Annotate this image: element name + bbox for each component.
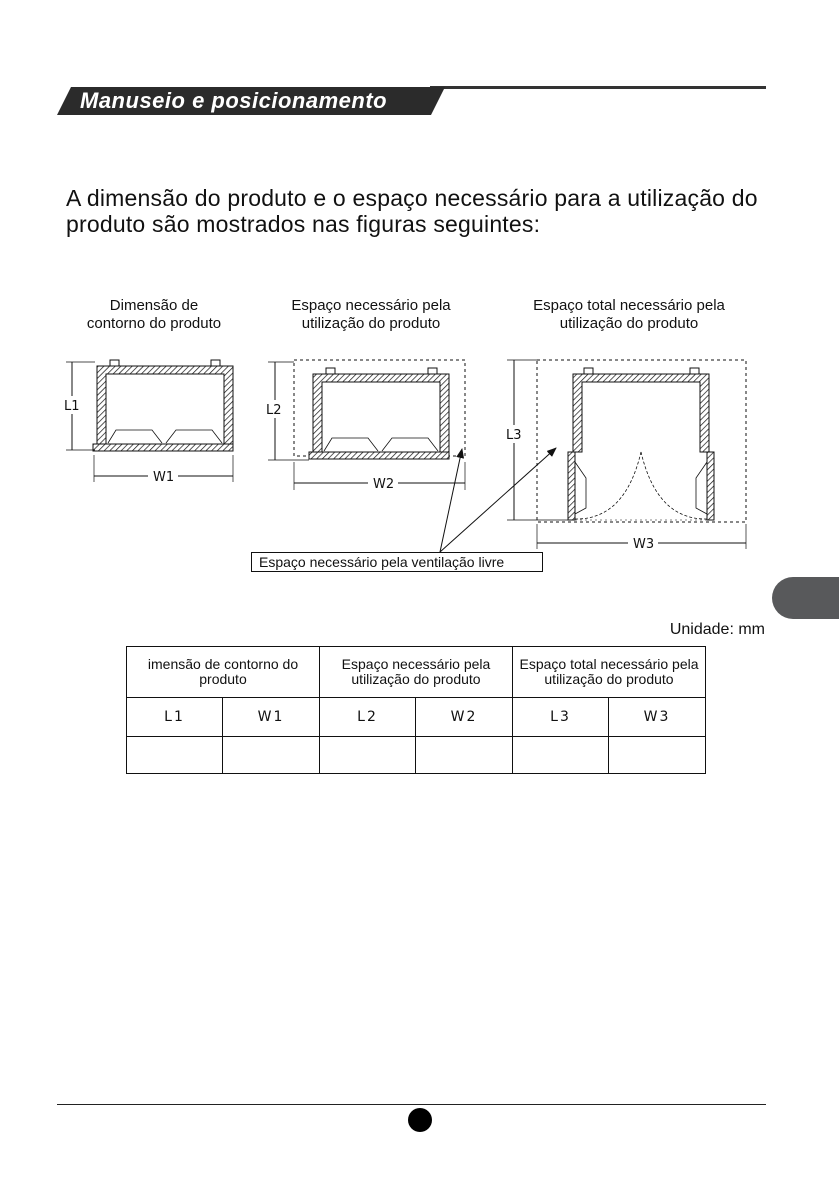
figure-3-caption-line-2: utilização do produto — [559, 315, 699, 332]
section-title: Manuseio e posicionamento — [80, 88, 388, 113]
table-cell-l3 — [513, 737, 609, 774]
table-subheader-w2: W2 — [416, 698, 513, 737]
ventilation-note: Espaço necessário pela ventilação livre — [251, 552, 543, 572]
unit-label: Unidade: mm — [669, 621, 765, 638]
table-group-header-row — [127, 647, 706, 698]
table-cell-w1 — [223, 737, 320, 774]
chapter-side-tab — [772, 577, 839, 619]
figure-1-dimensions — [60, 362, 233, 485]
figure-2-caption-line-1: Espaço necessário pela — [291, 297, 451, 314]
figure-3-height-label: L3 — [506, 428, 522, 443]
table-subheader-w3: W3 — [609, 698, 706, 737]
table-subheader-l1: L1 — [127, 698, 223, 737]
intro-paragraph: A dimensão do produto e o espaço necessário para a utilização do produto são mostrados nas figuras seguintes: — [66, 185, 758, 237]
ventilation-pointer-arrows — [440, 448, 556, 552]
table-cell-w3 — [609, 737, 706, 774]
table-subheader-w1: W1 — [223, 698, 320, 737]
figure-1-product-outline — [93, 360, 233, 451]
table-header-product-outline: imensão de contorno do produto — [127, 647, 320, 698]
figure-1-caption-line-1: Dimensão de — [109, 297, 199, 314]
figure-3-width-label: W3 — [633, 537, 655, 552]
table-subheader-l3: L3 — [513, 698, 609, 737]
table-subheader-l2: L2 — [320, 698, 416, 737]
table-header-total-space: Espaço total necessário pela utilização do produto — [513, 647, 706, 698]
figure-1-caption-line-2: contorno do produto — [86, 315, 222, 332]
table-header-usage-space: Espaço necessário pela utilização do produto — [320, 647, 513, 698]
page-number-badge — [408, 1108, 432, 1132]
figure-1-height-label: L1 — [64, 399, 80, 414]
figure-2-width-label: W2 — [373, 477, 395, 492]
figure-2-height-label: L2 — [266, 403, 282, 418]
figure-2-caption-line-2: utilização do produto — [301, 315, 441, 332]
dimensions-table — [126, 646, 706, 774]
table-row — [127, 737, 706, 774]
table-subheader-row — [127, 698, 706, 737]
figure-1-width-label: W1 — [153, 470, 175, 485]
footer-rule — [57, 1104, 766, 1105]
figure-3-product-outline — [537, 360, 746, 522]
figure-2-product-outline — [294, 360, 465, 459]
table-cell-l2 — [320, 737, 416, 774]
figure-3-caption-line-1: Espaço total necessário pela — [533, 297, 725, 314]
table-cell-w2 — [416, 737, 513, 774]
table-cell-l1 — [127, 737, 223, 774]
